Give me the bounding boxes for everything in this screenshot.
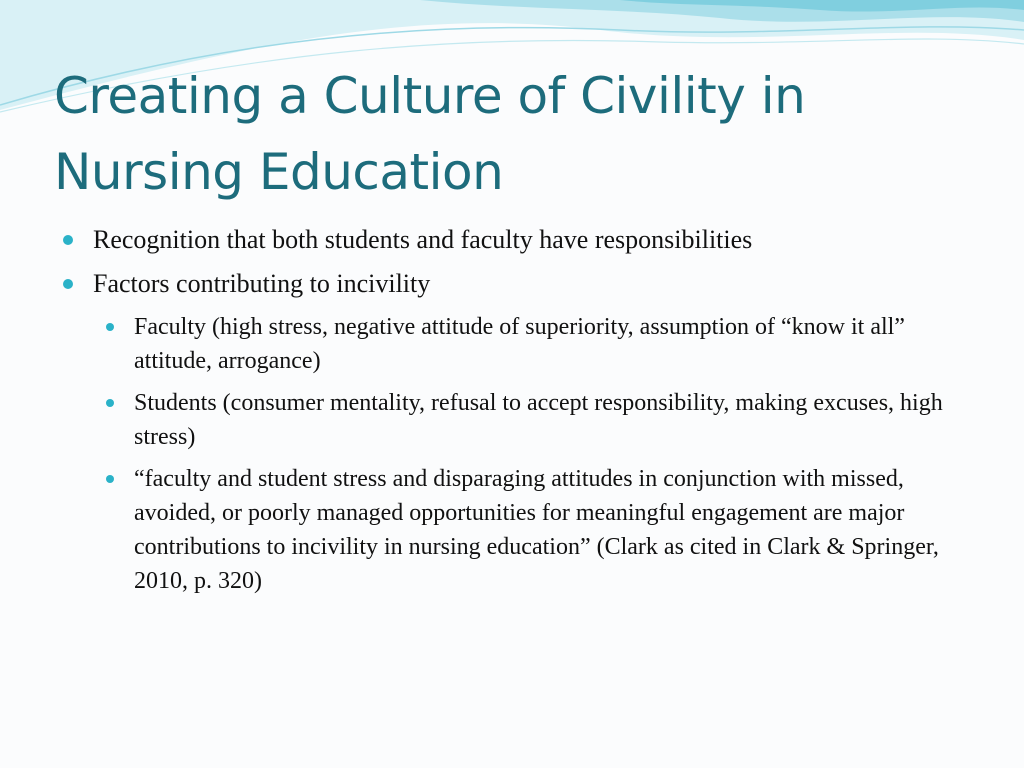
slide-body	[60, 224, 980, 610]
slide-title: Creating a Culture of Civility in Nursing Education	[54, 67, 806, 201]
sub-bullet-list	[103, 310, 980, 598]
bullet-item	[60, 224, 980, 256]
bullet-dot-icon	[106, 399, 114, 407]
bullet-dot-icon	[106, 323, 114, 331]
bullet-text: Factors contributing to incivility	[93, 269, 431, 298]
sub-bullet-text: Students (consumer mentality, refusal to accept responsibility, making excuses, high stress)	[134, 390, 943, 450]
sub-bullet-item	[103, 310, 980, 378]
bullet-dot-icon	[63, 279, 73, 289]
bullet-dot-icon	[63, 235, 73, 245]
bullet-list	[60, 224, 980, 598]
bullet-text: Recognition that both students and faculty have responsibilities	[93, 225, 753, 254]
sub-bullet-item	[103, 386, 980, 454]
sub-bullet-text: “faculty and student stress and disparaging attitudes in conjunction with missed, avoided, or poorly managed opportunities for meaningful engagement are major contributions to incivility in nursing education” (Clark as cited in Clark & Springer, 2010, p. 320)	[134, 466, 939, 594]
sub-bullet-text: Faculty (high stress, negative attitude of superiority, assumption of “know it all” attitude, arrogance)	[134, 314, 905, 374]
sub-bullet-item	[103, 462, 980, 598]
bullet-item	[60, 268, 980, 598]
bullet-dot-icon	[106, 475, 114, 483]
